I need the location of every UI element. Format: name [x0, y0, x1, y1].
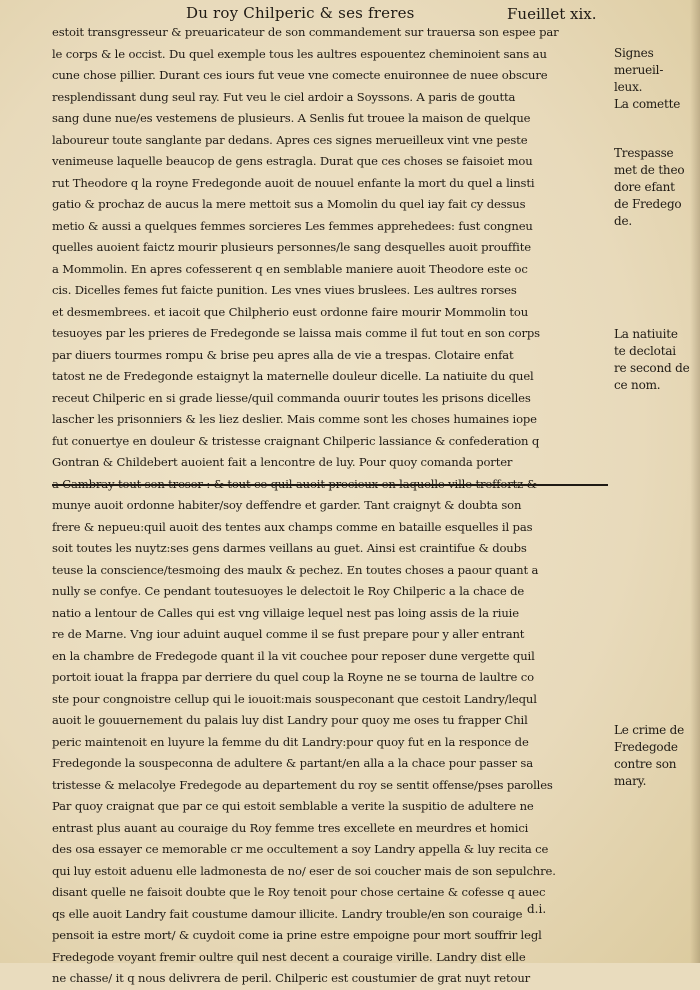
text-line: portoit iouat la frappa par derriere du quel coup la Royne ne se tourna de laultre co — [52, 670, 534, 684]
text-line: fut conuertye en douleur & tristesse craignant Chilperic lassiance & confederation q — [52, 433, 540, 448]
text-line: pensoit ia estre mort/ & cuydoit come ia prine estre empoigne pour mort souffrir legl — [52, 928, 542, 942]
text-line: par diuers tourmes rompu & brise peu apres alla de vie a trespas. Clotaire enfat — [52, 347, 514, 362]
text-line: natio a lentour de Calles qui est vng villaige lequel nest pas loing assis de la riuie — [52, 605, 519, 620]
signature-mark: d.i. — [527, 902, 547, 916]
margin-note-death-theodore: Trespasse met de theo dore efant de Fredego de. — [614, 146, 685, 228]
text-line: ne chasse/ it q nous delivrera de peril. Chilperic est coustumier de grat nuyt retour — [52, 971, 531, 985]
text-line: receut Chilperic en si grade liesse/quil commanda ouurir toutes les prisons dicelles — [52, 390, 531, 405]
text-line: munye auoit ordonne habiter/soy deffendre et garder. Tant craignyt & doubta son — [52, 498, 522, 512]
text-line: tesuoyes par les prieres de Fredegonde se laissa mais comme il fut tout en son corps — [52, 326, 540, 340]
text-line: et desmembrees. et iacoit que Chilpherio eust ordonne faire mourir Mommolin tou — [52, 304, 529, 319]
text-line: tatost ne de Fredegonde estaignyt la maternelle douleur dicelle. La natiuite du quel — [52, 369, 534, 383]
text-line: Fredegode voyant fremir oultre quil nest decent a couraige virille. Landry dist elle — [52, 949, 526, 964]
text-line: Par quoy craignat que par ce qui estoit semblable a verite la suspitio de adultere ne — [52, 799, 534, 813]
text-line: tristesse & melacolye Fredegode au departement du roy se sentit offense/pses parolles — [52, 777, 553, 792]
text-line: quelles auoient faictz mourir plusieurs personnes/le sang desquelles auoit prouffite — [52, 240, 531, 254]
margin-note-signs: Signes merueil- leux. La comette — [614, 46, 681, 111]
margin-note-crime-fredegonde: Le crime de Fredegode contre son mary. — [614, 723, 685, 788]
text-line: auoit le gouuernement du palais luy dist Landry pour quoy me oses tu frapper Chil — [52, 713, 528, 727]
main-text-column — [52, 22, 608, 990]
text-line: lascher les prisonniers & les liez deslier. Mais comme sont les choses humaines iope — [52, 412, 537, 426]
struck-through-line — [52, 474, 608, 496]
text-line: le corps & le occist. Du quel exemple tous les aultres espouentez cheminoient sans au — [52, 46, 547, 61]
page-header — [0, 2, 700, 24]
page-edge-shadow — [690, 0, 700, 963]
text-line: disant quelle ne faisoit doubte que le Roy tenoit pour chose certaine & cofesse q auec — [52, 885, 546, 899]
text-line: resplendissant dung seul ray. Fut veu le ciel ardoir a Soyssons. A paris de goutta — [52, 89, 516, 104]
text-line: metio & aussi a quelques femmes sorcieres Les femmes apprehedees: fust congneu — [52, 218, 533, 233]
text-line: teuse la conscience/tesmoing des maulx & pechez. En toutes choses a paour quant a — [52, 562, 539, 577]
text-line: laboureur toute sanglante par dedans. Apres ces signes merueilleux vint vne peste — [52, 132, 528, 147]
text-line: frere & nepueu:quil auoit des tentes aux champs comme en bataille esquelles il pas — [52, 519, 533, 534]
running-title: Du roy Chilperic & ses freres — [186, 4, 415, 22]
text-line: rut Theodore q la royne Fredegonde auoit de nouuel enfante la mort du quel a linsti — [52, 175, 535, 190]
text-line: cune chose pillier. Durant ces iours fut veue vne comecte enuironnee de nuee obscure — [52, 68, 548, 82]
text-line: nully se confye. Ce pendant toutesuoyes le delectoit le Roy Chilperic a la chace de — [52, 584, 525, 598]
text-line: gatio & prochaz de aucus la mere mettoit sus a Momolin du quel iay fait cy dessus — [52, 197, 526, 211]
text-line: re de Marne. Vng iour aduint auquel comme il se fust prepare pour y aller entrant — [52, 627, 525, 641]
text-line: soit toutes les nuytz:ses gens darmes veillans au guet. Ainsi est craintifue & doubs — [52, 541, 527, 555]
text-line: a Mommolin. En apres cofesserent q en semblable maniere auoit Theodore este oc — [52, 261, 528, 276]
strikethrough-mark — [52, 484, 608, 486]
text-line: estoit transgresseur & preuaricateur de son commandement sur trauersa son espee par — [52, 25, 559, 39]
text-line: Fredegonde la souspeconna de adultere & partant/en alla a la chace pour passer sa — [52, 756, 533, 770]
folio-number: Fueillet xix. — [507, 5, 597, 23]
text-line: ste pour congnoistre cellup qui le iouoit:mais souspeconant que cestoit Landry/lequl — [52, 691, 537, 706]
text-line: venimeuse laquelle beaucop de gens estragla. Durat que ces choses se faisoiet mou — [52, 154, 533, 168]
text-line: qs elle auoit Landry fait coustume damour illicite. Landry trouble/en son couraige — [52, 906, 523, 921]
text-line: en la chambre de Fredegode quant il la vit couchee pour reposer dune vergette quil — [52, 648, 535, 663]
text-line: entrast plus auant au couraige du Roy femme tres excellete en meurdres et homici — [52, 820, 529, 835]
text-line: sang dune nue/es vestemens de plusieurs. A Senlis fut trouee la maison de quelque — [52, 111, 531, 125]
text-line: qui luy estoit aduenu elle ladmonesta de no/ eser de soi coucher mais de son sepulchre. — [52, 863, 556, 878]
text-line: des osa essayer ce memorable cr me occultement a soy Landry appella & luy recita ce — [52, 842, 549, 856]
margin-note-birth-clotaire: La natiuite te declotai re second de ce nom. — [614, 327, 690, 392]
text-line: Gontran & Childebert auoient fait a lencontre de luy. Pour quoy comanda porter — [52, 455, 513, 469]
text-line: cis. Dicelles femes fut faicte punition. Les vnes viues bruslees. Les aultres rorses — [52, 283, 517, 297]
text-line: peric maintenoit en luyure la femme du dit Landry:pour quoy fut en la responce de — [52, 734, 529, 749]
